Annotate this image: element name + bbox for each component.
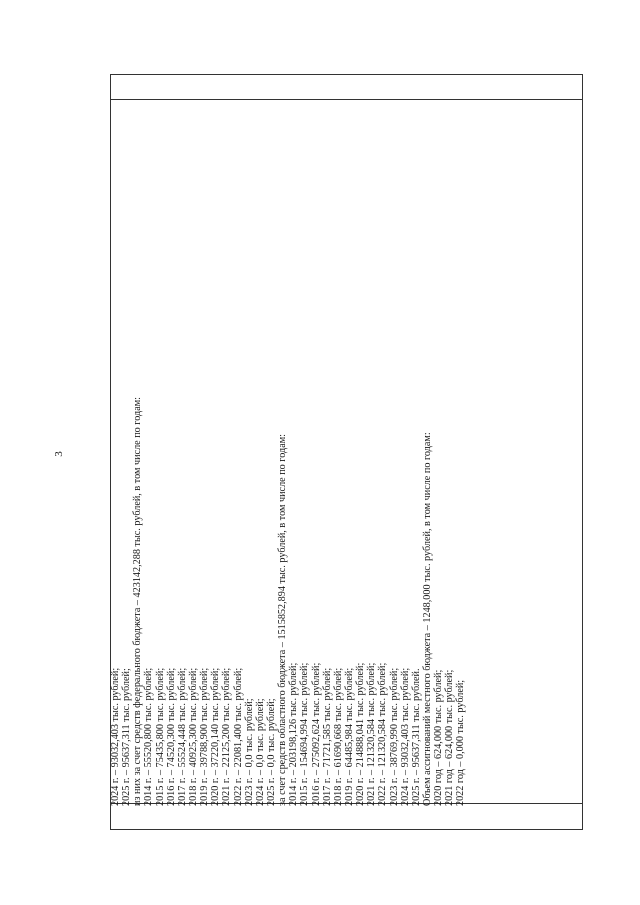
text-line: 2015 г. – 75435,800 тыс. рублей;	[154, 667, 166, 806]
text-line: 2020 г. – 37220,140 тыс. рублей;	[210, 667, 222, 806]
text-line: 2017 г. – 55524,448 тыс. рублей;	[176, 667, 188, 806]
text-line: 2016 г. – 275092,624 тыс. рублей;	[310, 662, 322, 806]
text-line: 2018 г. – 61690,668 тыс. рублей;	[332, 667, 344, 806]
text-line: 2015 г. – 154694,994 тыс. рублей;	[299, 662, 311, 806]
text-line: 2022 год – 0,000 тыс. рублей;	[455, 679, 467, 806]
text-line: 2025 г. – 95637,311 тыс. рублей.	[410, 668, 422, 806]
text-line: 2024 г. – 93032,403 тыс. рублей;	[399, 667, 411, 806]
funding-text-lines	[110, 94, 580, 814]
page-number: 3	[52, 451, 65, 457]
text-line: 2020 г. – 214888,041 тыс. рублей;	[355, 662, 367, 806]
text-line: 2025 г. – 0,0 тыс. рублей;	[265, 698, 277, 806]
text-line: 2024 г. – 0,0 тыс. рублей;	[254, 698, 266, 806]
text-line: 2019 г. – 64485,984 тыс. рублей;	[343, 667, 355, 806]
text-line: Объем ассигнований местного бюджета – 1248,000 тыс. рублей, в том числе по годам:	[421, 432, 433, 806]
text-line: 2017 г. – 71721,585 тыс. рублей;	[321, 667, 333, 806]
table-cell-content	[110, 74, 583, 830]
text-line: из них за счет средств федерального бюджета – 423142,288 тыс. рублей, в том числе по годам:	[132, 396, 144, 806]
text-line: 2014 г. – 55520,800 тыс. рублей;	[143, 667, 155, 806]
text-line: за счет средств областного бюджета – 1515852,894 тыс. рублей, в том числе по годам:	[277, 433, 289, 806]
text-line: 2024 г. – 93032,403 тыс. рублей;	[110, 667, 121, 806]
text-line: 2021 год – 624,000 тыс. рублей;	[444, 669, 456, 806]
text-line: 2021 г. – 22125,200 тыс. рублей;	[221, 667, 233, 806]
text-line: 2022 г. – 121320,584 тыс. рублей;	[377, 662, 389, 806]
text-line: 2019 г. – 39788,900 тыс. рублей;	[199, 667, 211, 806]
text-line: 2020 год – 624,000 тыс. рублей;	[433, 669, 445, 806]
text-line: 2014 г. – 203198,126 тыс. рублей;	[288, 662, 300, 806]
text-line: 2018 г. – 40925,300 тыс. рублей;	[187, 667, 199, 806]
text-line: 2016 г. – 74520,300 тыс. рублей;	[165, 667, 177, 806]
text-line: 2025 г. – 95637,311 тыс. рублей;	[121, 668, 133, 806]
text-line: 2023 г. – 0,0 тыс. рублей;	[243, 698, 255, 806]
text-line: 2022 г. – 22081,400 тыс. рублей;	[232, 667, 244, 806]
text-line: 2023 г. – 38769,990 тыс. рублей;	[388, 667, 400, 806]
text-line: 2021 г. – 121320,584 тыс. рублей;	[366, 662, 378, 806]
